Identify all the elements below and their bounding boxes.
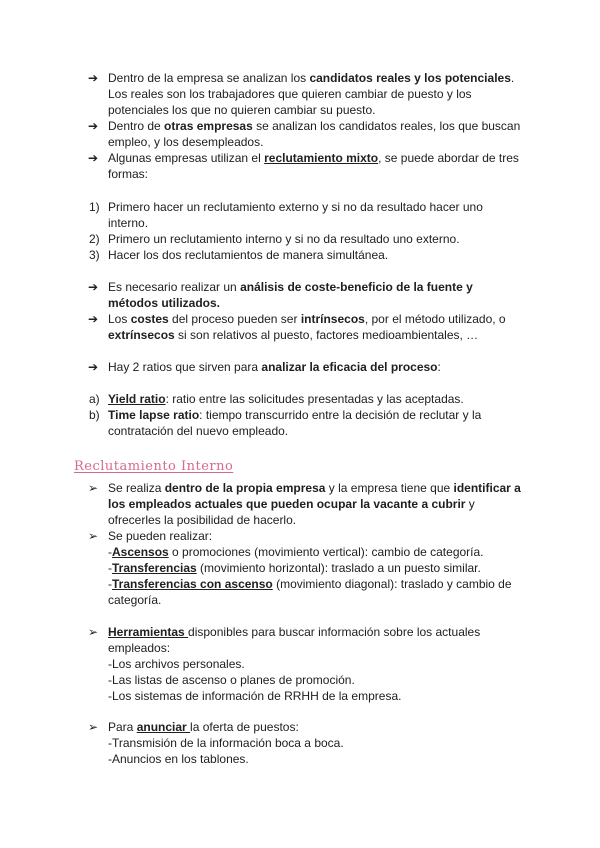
text-line [0,407,600,423]
text-run: Hacer los dos reclutamientos de manera simultánea. [108,248,389,262]
text-line [0,576,600,592]
text-line [0,672,600,688]
text-line [0,199,600,215]
internal-list [0,480,600,608]
text-run: -Los archivos personales. [108,657,245,671]
list-marker: 1) [89,200,100,214]
line-text [108,231,460,247]
line-text [108,496,475,512]
line-text [108,102,376,118]
line-text [108,544,484,560]
text-line [0,134,600,150]
bold-text: analizar la eficacia del proceso [261,360,438,374]
text-run: : [437,360,441,374]
bold-text: reclutamiento mixto [264,151,379,165]
text-run: Hay 2 ratios que sirven para [108,360,262,374]
numbered-list [0,199,600,263]
text-line [0,544,600,560]
text-run: Para [108,720,137,734]
text-run: ofrecerles la posibilidad de hacerlo. [108,513,297,527]
bold-text: anunciar [136,720,191,734]
text-line [0,70,600,86]
arrow-bullet-icon: ➔ [88,312,99,326]
line-text [108,199,483,215]
list-marker: a) [89,392,100,406]
text-run: disponibles para buscar información sobre los actuales [188,625,481,639]
text-run: interno. [108,216,149,230]
line-text [108,134,263,150]
text-line [0,295,600,311]
bold-text: identificar a [453,481,521,495]
text-run: - [108,545,112,559]
line-text [108,688,401,704]
lettered-list [0,391,600,439]
line-text [108,423,288,439]
text-line [0,656,600,672]
text-line [0,512,600,528]
text-run: formas: [108,167,149,181]
text-line [0,118,600,134]
line-text [108,656,245,672]
bold-text: costes [130,312,169,326]
text-run: : ratio entre las solicitudes presentadas y las aceptadas. [165,392,464,406]
bold-text: Transferencias con ascenso [112,577,273,591]
text-run: categoría. [108,593,162,607]
text-run: Los [108,312,131,326]
text-line [0,719,600,735]
line-text [108,327,478,343]
text-run: - [108,561,112,575]
arrowhead-bullet-icon: ➢ [88,625,99,639]
bold-text: Herramientas [108,625,189,639]
text-line [0,751,600,767]
text-line [0,102,600,118]
line-text [108,528,212,544]
text-run: : tiempo transcurrido entre la decisión de reclutar y la [199,408,482,422]
text-run: y [465,497,475,511]
line-text [108,247,388,263]
text-line [0,311,600,327]
tools-list [0,624,600,704]
line-text [108,166,148,182]
text-line [0,624,600,640]
bold-text: Yield ratio [108,392,166,406]
arrow-bullet-icon: ➔ [88,71,99,85]
ratio-intro [0,359,600,375]
text-run: Primero hacer un reclutamiento externo y si no da resultado hacer uno [108,200,483,214]
text-line [0,166,600,182]
line-text [108,279,473,295]
bold-text: extrínsecos [108,328,175,342]
line-text [108,576,512,592]
section-heading: Reclutamiento Interno [74,459,234,474]
text-line [0,480,600,496]
list-marker: b) [89,408,100,422]
text-line [0,359,600,375]
intro-list [0,70,600,182]
line-text [108,70,514,86]
text-line [0,496,600,512]
text-line [0,215,600,231]
line-text [108,150,519,166]
line-text [108,311,506,327]
text-run: del proceso pueden ser [168,312,301,326]
text-line [0,231,600,247]
text-run: empleados: [108,641,171,655]
text-run: y la empresa tiene que [325,481,454,495]
text-run: Se realiza [108,481,165,495]
text-run: la oferta de puestos: [190,720,299,734]
announce-list [0,719,600,767]
text-run: -Las listas de ascenso o planes de promoción. [108,673,355,687]
line-text [108,672,355,688]
bold-text: métodos utilizados. [108,296,221,310]
arrow-bullet-icon: ➔ [88,119,99,133]
cost-list [0,279,600,343]
text-run: -Anuncios en los tablones. [108,752,249,766]
text-run: o promociones (movimiento vertical): cambio de categoría. [168,545,484,559]
text-run: - [108,577,112,591]
text-line [0,592,600,608]
line-text [108,735,344,751]
text-run: , se puede abordar de tres [378,151,519,165]
text-line [0,279,600,295]
bold-text: candidatos reales y los potenciales [309,71,511,85]
text-run: . [510,71,515,85]
text-run: contratación del nuevo empleado. [108,424,289,438]
text-run: se analizan los candidatos reales, los que buscan [252,119,521,133]
line-text [108,407,481,423]
text-run: -Transmisión de la información boca a boca. [108,736,344,750]
line-text [108,480,521,496]
text-run: Algunas empresas utilizan el [108,151,265,165]
list-marker: 3) [89,248,100,262]
text-line [0,640,600,656]
line-text [108,624,480,640]
list-marker: 2) [89,232,100,246]
text-line [0,735,600,751]
line-text [108,391,464,407]
line-text [108,295,220,311]
text-line [0,150,600,166]
text-run: Primero un reclutamiento interno y si no da resultado uno externo. [108,232,460,246]
text-line [0,423,600,439]
text-line [0,247,600,263]
arrow-bullet-icon: ➔ [88,280,99,294]
text-line [0,86,600,102]
line-text [108,359,441,375]
text-line [0,528,600,544]
bold-text: Ascensos [112,545,169,559]
line-text [108,592,161,608]
text-line [0,327,600,343]
text-line [0,560,600,576]
text-run: empleo, y los desempleados. [108,135,264,149]
text-run: Dentro de la empresa se analizan los [108,71,310,85]
text-run: Los reales son los trabajadores que quieren cambiar de puesto y los [108,87,472,101]
bold-text: otras empresas [164,119,253,133]
text-run: (movimiento horizontal): traslado a un puesto similar. [196,561,481,575]
text-run: Se pueden realizar: [108,529,213,543]
text-line [0,391,600,407]
bold-text: Time lapse ratio [108,408,200,422]
bold-text: intrínsecos [300,312,365,326]
line-text [108,86,472,102]
arrow-bullet-icon: ➔ [88,360,99,374]
line-text [108,118,520,134]
line-text [108,751,249,767]
line-text [108,719,299,735]
arrowhead-bullet-icon: ➢ [88,720,99,734]
line-text [108,215,148,231]
bold-text: los empleados actuales que pueden ocupar la vacante a cubrir [108,497,466,511]
text-run: potenciales los que no quieren cambiar su puesto. [108,103,376,117]
text-run: Dentro de [108,119,165,133]
text-run: , por el método utilizado, o [364,312,506,326]
text-run: (movimiento diagonal): traslado y cambio de [272,577,512,591]
line-text [108,560,481,576]
bold-text: Transferencias [112,561,197,575]
arrowhead-bullet-icon: ➢ [88,529,99,543]
bold-text: análisis de coste-beneficio de la fuente y [240,280,473,294]
arrow-bullet-icon: ➔ [88,151,99,165]
line-text [108,512,296,528]
line-text [108,640,170,656]
text-run: si son relativos al puesto, factores medioambientales, … [174,328,479,342]
text-run: Es necesario realizar un [108,280,241,294]
arrowhead-bullet-icon: ➢ [88,481,99,495]
text-line [0,688,600,704]
text-run: -Los sistemas de información de RRHH de la empresa. [108,689,402,703]
bold-text: dentro de la propia empresa [164,481,326,495]
